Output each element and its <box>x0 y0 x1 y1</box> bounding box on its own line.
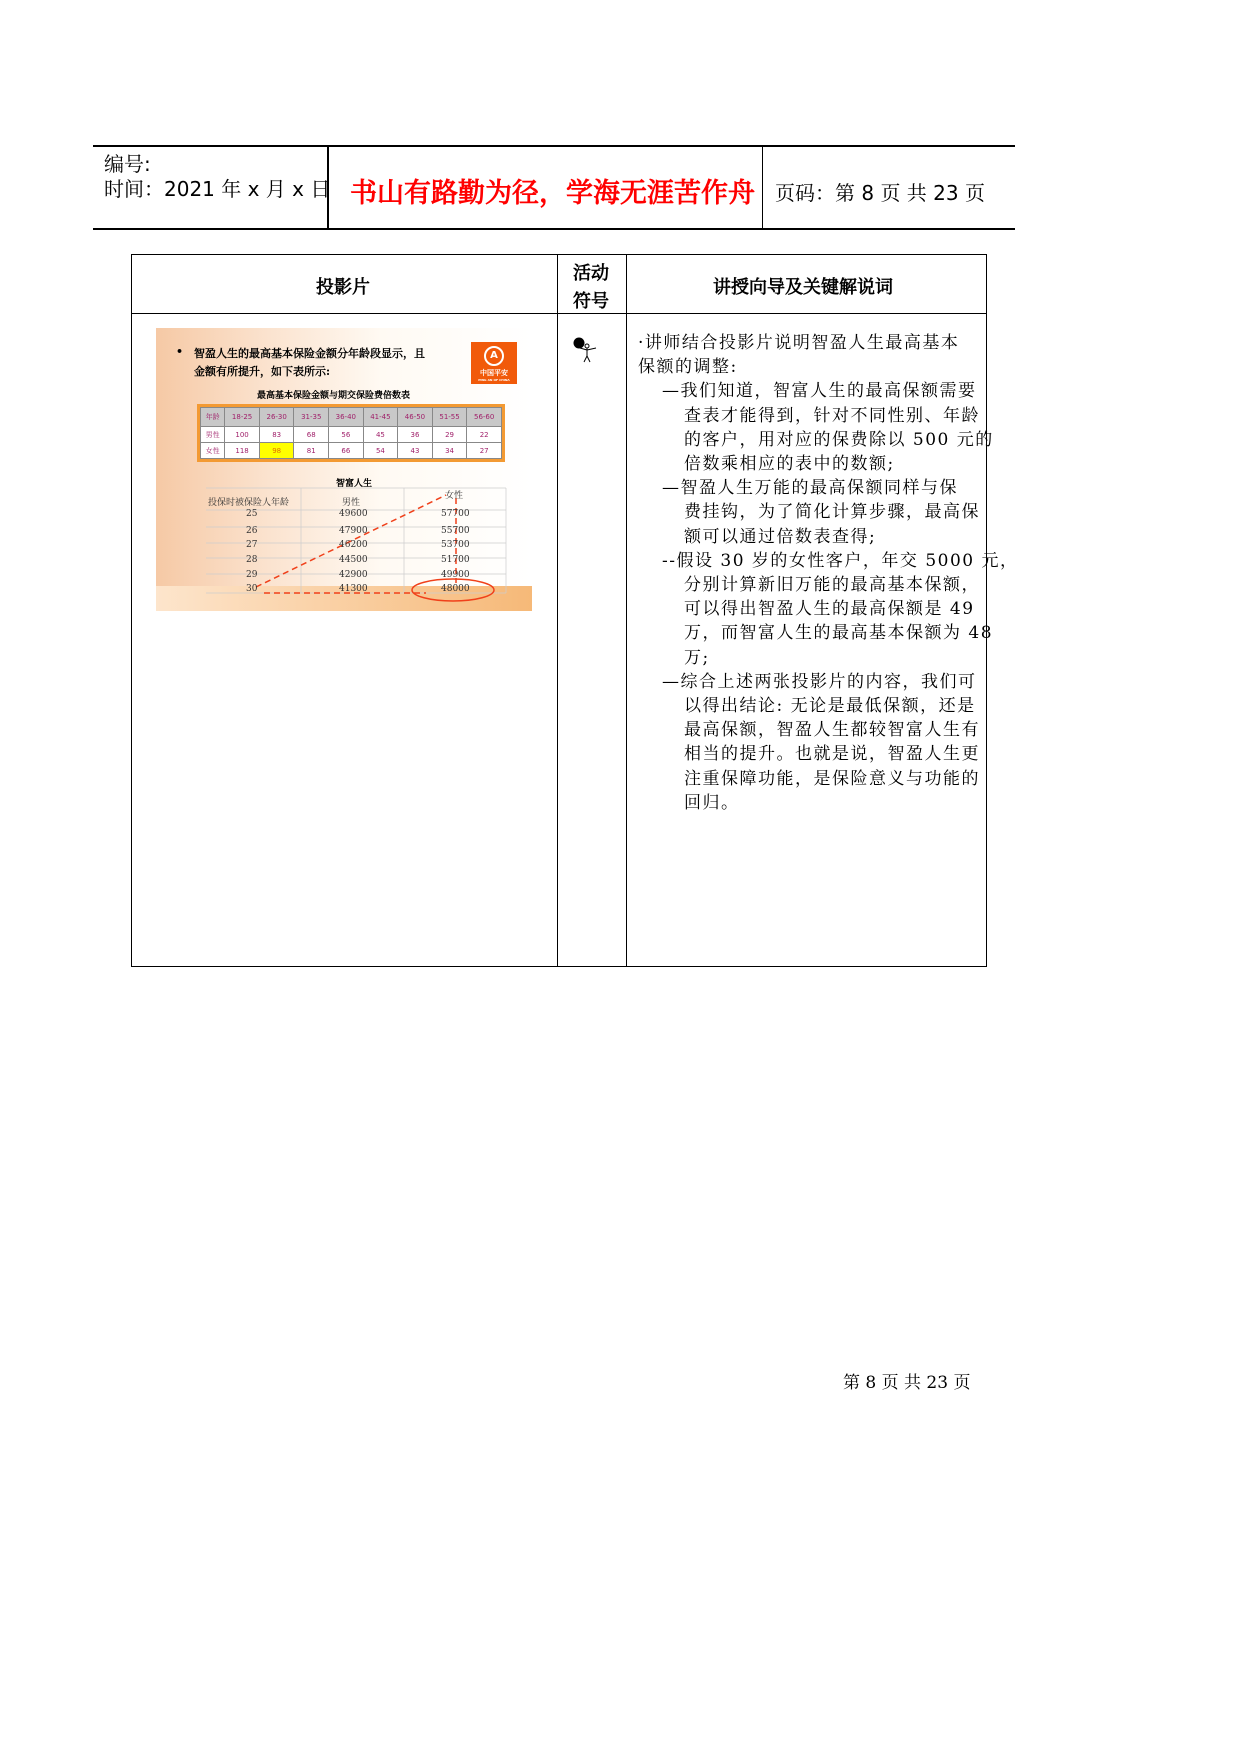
zhifu-cell: 55700 <box>441 526 470 536</box>
multiplier-cell: 年龄 <box>201 408 225 427</box>
notes-line: 可以得出智盈人生的最高保额是 49 <box>684 599 975 620</box>
multiplier-cell: 31-35 <box>294 408 329 427</box>
header-top-rule <box>93 145 1015 147</box>
notes-line: 分别计算新旧万能的最高基本保额， <box>684 575 980 595</box>
presenter-icon <box>572 336 600 364</box>
zhifu-cell: 49600 <box>339 509 368 519</box>
table-border <box>131 966 987 967</box>
zhifu-cell: 46200 <box>339 540 368 550</box>
multiplier-cell: 22 <box>467 427 502 443</box>
multiplier-cell: 36-40 <box>329 408 364 427</box>
slide-image <box>156 328 532 611</box>
zhifu-col-age: 投保时被保险人年龄 <box>208 498 290 508</box>
slide-bullet: • <box>176 345 184 358</box>
multiplier-cell: 41-45 <box>363 408 398 427</box>
notes-line: 以得出结论: 无论是最低保额，还是 <box>684 696 976 716</box>
zhifu-cell: 57700 <box>441 509 470 519</box>
notes-line: --假设 30 岁的女性客户，年交 5000 元， <box>662 550 1019 571</box>
zhifu-cell: 47900 <box>339 526 368 536</box>
notes-line: —我们知道，智富人生的最高保额需要 <box>662 381 977 402</box>
notes-line: 相当的提升。也就是说，智盈人生更 <box>684 744 980 765</box>
notes-line: 万; <box>684 647 710 668</box>
notes-line: 最高保额，智盈人生都较智富人生有 <box>684 720 980 741</box>
zhifu-cell: 30 <box>246 584 258 594</box>
multiplier-cell: 29 <box>432 427 467 443</box>
multiplier-table-title: 最高基本保险金额与期交保险费倍数表 <box>257 391 411 401</box>
multiplier-cell: 男性 <box>201 427 225 443</box>
notes-line: 回归。 <box>684 792 740 813</box>
table-border <box>986 254 987 967</box>
notes-line: 查表才能得到，针对不同性别、年龄 <box>684 405 980 426</box>
header-bottom-rule <box>93 228 1015 230</box>
logo-subtext: PING AN OF CHINA <box>478 378 510 382</box>
zhifu-cell: 48000 <box>441 584 470 594</box>
notes-line: —智盈人生万能的最高保额同样与保 <box>662 478 958 499</box>
notes-line: 额可以通过倍数表查得; <box>684 526 877 547</box>
column-header-activity: 符号 <box>573 291 609 312</box>
zhifu-cell: 53700 <box>441 540 470 550</box>
zhifu-col-female: 女性 <box>445 491 464 501</box>
multiplier-cell: 118 <box>225 443 260 459</box>
multiplier-cell: 68 <box>294 427 329 443</box>
multiplier-cell: 54 <box>363 443 398 459</box>
multiplier-cell: 56 <box>329 427 364 443</box>
multiplier-cell: 18-25 <box>225 408 260 427</box>
multiplier-cell: 56-60 <box>467 408 502 427</box>
table-border <box>131 254 132 967</box>
zhifu-cell: 25 <box>246 509 258 519</box>
multiplier-cell: 51-55 <box>432 408 467 427</box>
column-header-activity: 活动 <box>573 263 609 284</box>
footer-page-number: 第 8 页 共 23 页 <box>843 1373 971 1393</box>
column-header-slide: 投影片 <box>316 277 370 298</box>
multiplier-cell: 100 <box>225 427 260 443</box>
zhifu-cell: 49900 <box>441 570 470 580</box>
motto: 书山有路勤为径，学海无涯苦作舟 <box>350 178 755 209</box>
zhifu-cell: 29 <box>246 570 258 580</box>
logo-text: 中国平安 <box>480 369 508 377</box>
multiplier-cell: 26-30 <box>259 408 294 427</box>
table-border <box>131 313 987 314</box>
table-border <box>131 254 987 255</box>
multiplier-cell: 女性 <box>201 443 225 459</box>
zhifu-cell: 28 <box>246 555 258 565</box>
column-header-notes: 讲授向导及关键解说词 <box>713 277 893 298</box>
slide-text-line: 金额有所提升，如下表所示: <box>194 365 331 378</box>
notes-line: ·讲师结合投影片说明智盈人生最高基本 <box>638 333 960 353</box>
notes-line: —综合上述两张投影片的内容，我们可 <box>662 671 977 692</box>
pingan-logo: A 中国平安 PING AN OF CHINA <box>471 342 517 384</box>
zhifu-cell: 26 <box>246 526 258 536</box>
zhifu-cell: 41300 <box>339 584 368 594</box>
header-divider <box>762 145 763 229</box>
multiplier-cell: 81 <box>294 443 329 459</box>
notes-line: 倍数乘相应的表中的数额; <box>684 454 895 474</box>
doc-number-label: 编号: <box>104 152 151 176</box>
multiplier-cell: 27 <box>467 443 502 459</box>
notes-line: 注重保障功能，是保险意义与功能的 <box>684 768 980 789</box>
multiplier-cell: 98 <box>259 443 294 459</box>
slide-text-line: 智盈人生的最高基本保险金额分年龄段显示，且 <box>194 347 425 360</box>
notes-line: 保额的调整: <box>638 357 738 378</box>
zhifu-cell: 27 <box>246 540 258 550</box>
zhifu-col-male: 男性 <box>342 498 361 508</box>
multiplier-cell: 83 <box>259 427 294 443</box>
doc-time-label: 时间：2021 年 x 月 x 日 <box>104 177 331 201</box>
zhifu-cell: 44500 <box>339 555 368 565</box>
page-label: 页码：第 8 页 共 23 页 <box>775 181 985 205</box>
notes-line: 费挂钩，为了简化计算步骤，最高保 <box>684 502 980 523</box>
zhifu-cell: 51700 <box>441 555 470 565</box>
notes-line: 的客户，用对应的保费除以 500 元的 <box>684 429 994 450</box>
zhifu-cell: 42900 <box>339 570 368 580</box>
multiplier-cell: 34 <box>432 443 467 459</box>
multiplier-cell: 66 <box>329 443 364 459</box>
notes-line: 万，而智富人生的最高基本保额为 48 <box>684 623 994 644</box>
table-border <box>557 254 558 967</box>
zhifu-grid <box>156 328 532 611</box>
table-border <box>626 254 627 967</box>
multiplier-cell: 46-50 <box>398 408 433 427</box>
multiplier-cell: 36 <box>398 427 433 443</box>
multiplier-cell: 43 <box>398 443 433 459</box>
multiplier-cell: 45 <box>363 427 398 443</box>
zhifu-table-title: 智富人生 <box>336 479 373 489</box>
